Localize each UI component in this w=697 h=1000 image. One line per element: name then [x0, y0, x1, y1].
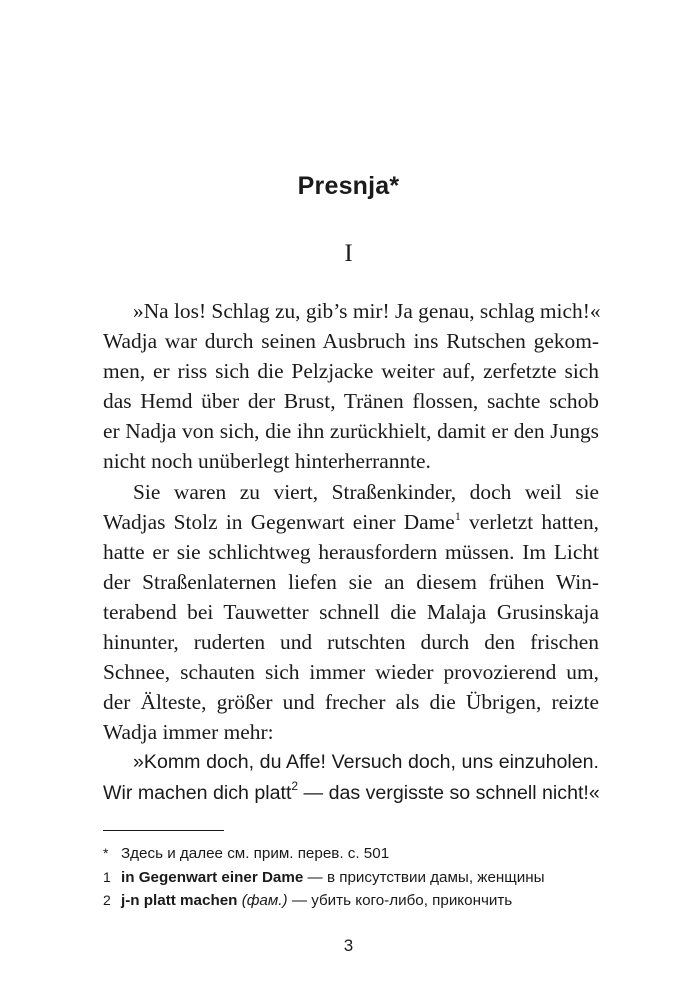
text-line: »Komm doch, du Affe! Versuch doch, uns einzuholen.	[133, 751, 599, 774]
text-line: der Straßenlaternen liefen sie an diesem frühen Win-	[103, 569, 599, 594]
paragraph-2	[103, 477, 599, 748]
footnote-marker: 2	[103, 892, 111, 909]
text-line: Schnee, schauten sich immer wieder provozierend um,	[103, 660, 599, 685]
footnote-marker: *	[103, 845, 109, 861]
footnote-term: j-n platt machen	[121, 892, 238, 910]
text-line: nicht noch unüberlegt hinterherrannte.	[103, 449, 431, 474]
footnote-marker: 1	[103, 868, 111, 885]
footnote-abbreviation: (фам.)	[241, 892, 288, 910]
text-line: terabend bei Tauwetter schnell die Malaja Grusinskaja	[103, 599, 599, 624]
footnote-ref-1: 1	[454, 508, 461, 523]
footnote-divider	[103, 830, 224, 831]
footnote-2	[103, 889, 599, 913]
text-segment: verletzt hatten,	[469, 509, 600, 534]
chapter-title: Presnja*	[297, 172, 400, 200]
text-line: der Älteste, größer und frecher als die Übrigen, reizte	[103, 690, 599, 715]
text-line: hatte er sie schlichtweg herausfordern müssen. Im Licht	[103, 539, 599, 564]
text-segment: Wir machen dich platt	[103, 781, 292, 804]
footnote-text: — в присутствии дамы, женщины	[307, 868, 545, 886]
page-number: 3	[343, 936, 354, 955]
text-line: Sie waren zu viert, Straßenkinder, doch weil sie	[133, 479, 599, 504]
text-line: hinunter, ruderten und rutschten durch den frischen	[103, 630, 599, 655]
text-segment: — das vergisste so schnell nicht!«	[303, 781, 600, 804]
body-text	[103, 296, 599, 808]
footnote-star	[103, 842, 599, 866]
text-segment: Wadjas Stolz in Gegenwart einer Dame	[103, 509, 455, 534]
text-line: das Hemd über der Brust, Tränen flossen, sachte schob	[103, 389, 599, 414]
footnote-text: — убить кого-либо, прикончить	[291, 892, 513, 910]
text-line-with-footnote	[103, 507, 599, 537]
text-line: Wadja immer mehr:	[103, 720, 274, 745]
section-number: I	[344, 240, 353, 267]
footnotes	[103, 842, 599, 913]
footnote-1	[103, 866, 599, 890]
footnote-term: in Gegenwart einer Dame	[121, 868, 304, 886]
text-line: men, er riss sich die Pelzjacke weiter auf, zerfetzte sich	[103, 359, 599, 384]
text-line: er Nadja von sich, die ihn zurückhielt, damit er den Jungs	[103, 419, 599, 444]
footnote-text: Здесь и далее см. прим. перев. с. 501	[121, 845, 390, 862]
paragraph-1	[103, 296, 599, 477]
text-line: Wadja war durch seinen Ausbruch ins Rutschen gekom-	[103, 329, 599, 354]
paragraph-3	[103, 747, 599, 807]
footnote-ref-2: 2	[291, 778, 299, 793]
text-line: »Na los! Schlag zu, gib’s mir! Ja genau, schlag mich!«	[133, 299, 601, 323]
text-line-with-footnote	[103, 778, 599, 808]
